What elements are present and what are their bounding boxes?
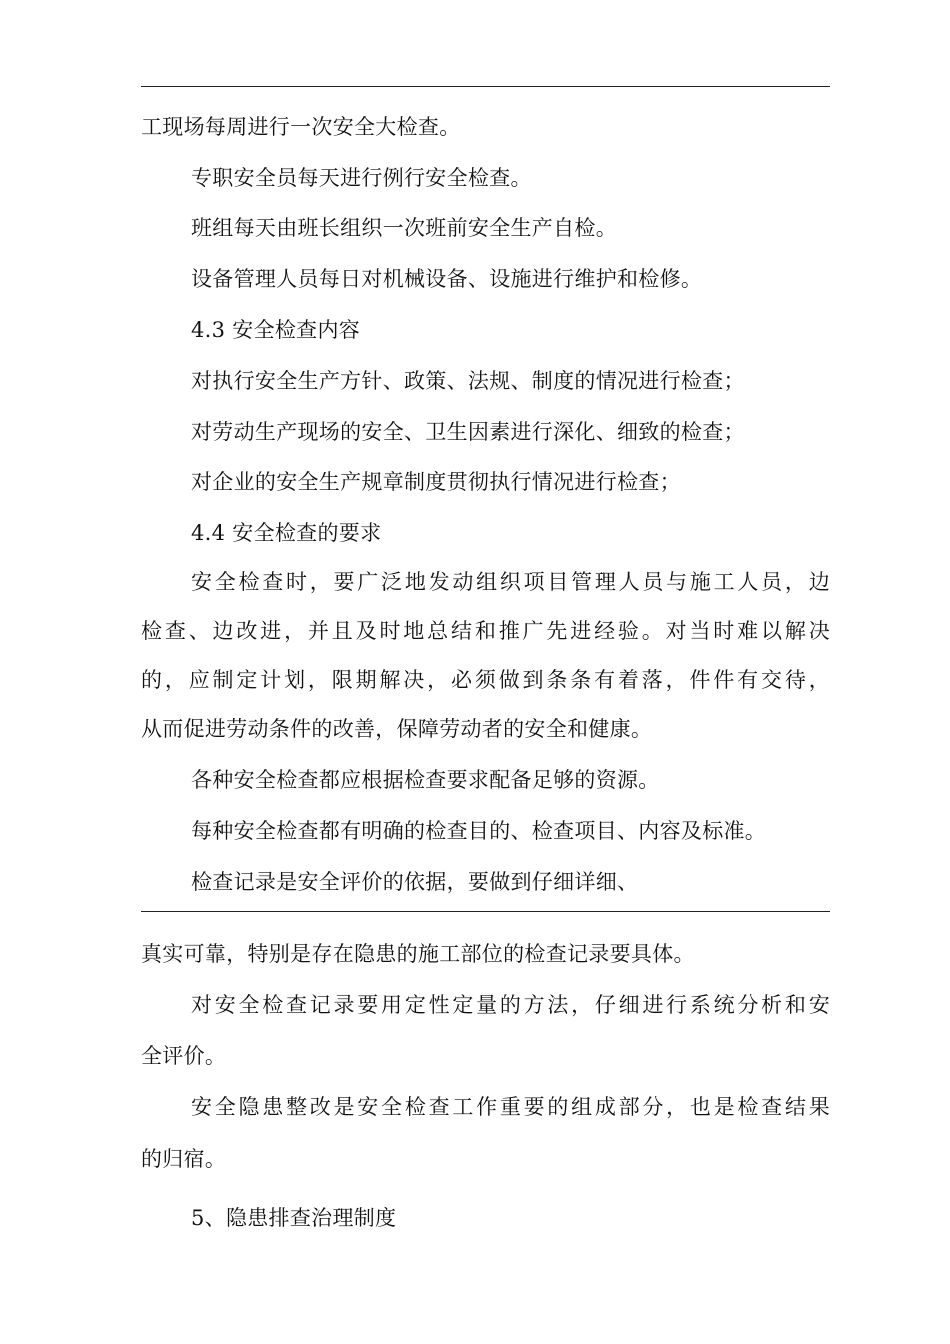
paragraph-line: 每种安全检查都有明确的检查目的、检查项目、内容及标准。	[191, 819, 767, 843]
list-item: 对企业的安全生产规章制度贯彻执行情况进行检查；	[191, 470, 681, 494]
paragraph-line: 对安全检查记录要用定性定量的方法，仔细进行系统分析和安	[191, 993, 830, 1017]
paragraph-line: 全评价。	[141, 1044, 227, 1068]
paragraph-line: 从而促进劳动条件的改善，保障劳动者的安全和健康。	[141, 717, 653, 741]
top-rule	[141, 86, 830, 87]
paragraph-line: 检查、边改进，并且及时地总结和推广先进经验。对当时难以解决	[141, 619, 830, 643]
page-break-rule	[141, 911, 830, 912]
paragraph-line: 的归宿。	[141, 1147, 227, 1171]
section-heading: 4.4 安全检查的要求	[191, 521, 382, 545]
paragraph-line: 安全检查时，要广泛地发动组织项目管理人员与施工人员，边	[191, 570, 830, 594]
paragraph-line: 真实可靠，特别是存在隐患的施工部位的检查记录要具体。	[141, 942, 695, 966]
section-heading: 5、隐患排查治理制度	[191, 1206, 397, 1230]
list-item: 对劳动生产现场的安全、卫生因素进行深化、细致的检查；	[191, 420, 745, 444]
paragraph-line: 设备管理人员每日对机械设备、设施进行维护和检修。	[191, 267, 703, 291]
paragraph-line: 班组每天由班长组织一次班前安全生产自检。	[191, 216, 617, 240]
paragraph-line: 工现场每周进行一次安全大检查。	[141, 115, 461, 139]
list-item: 对执行安全生产方针、政策、法规、制度的情况进行检查；	[191, 369, 745, 393]
paragraph-line: 专职安全员每天进行例行安全检查。	[191, 166, 532, 190]
paragraph-line: 的，应制定计划，限期解决，必须做到条条有着落，件件有交待，	[141, 668, 830, 692]
paragraph-line: 各种安全检查都应根据检查要求配备足够的资源。	[191, 768, 660, 792]
paragraph-line: 安全隐患整改是安全检查工作重要的组成部分，也是检查结果	[191, 1095, 830, 1119]
paragraph-line: 检查记录是安全评价的依据，要做到仔细详细、	[191, 870, 639, 894]
section-heading: 4.3 安全检查内容	[191, 318, 361, 342]
